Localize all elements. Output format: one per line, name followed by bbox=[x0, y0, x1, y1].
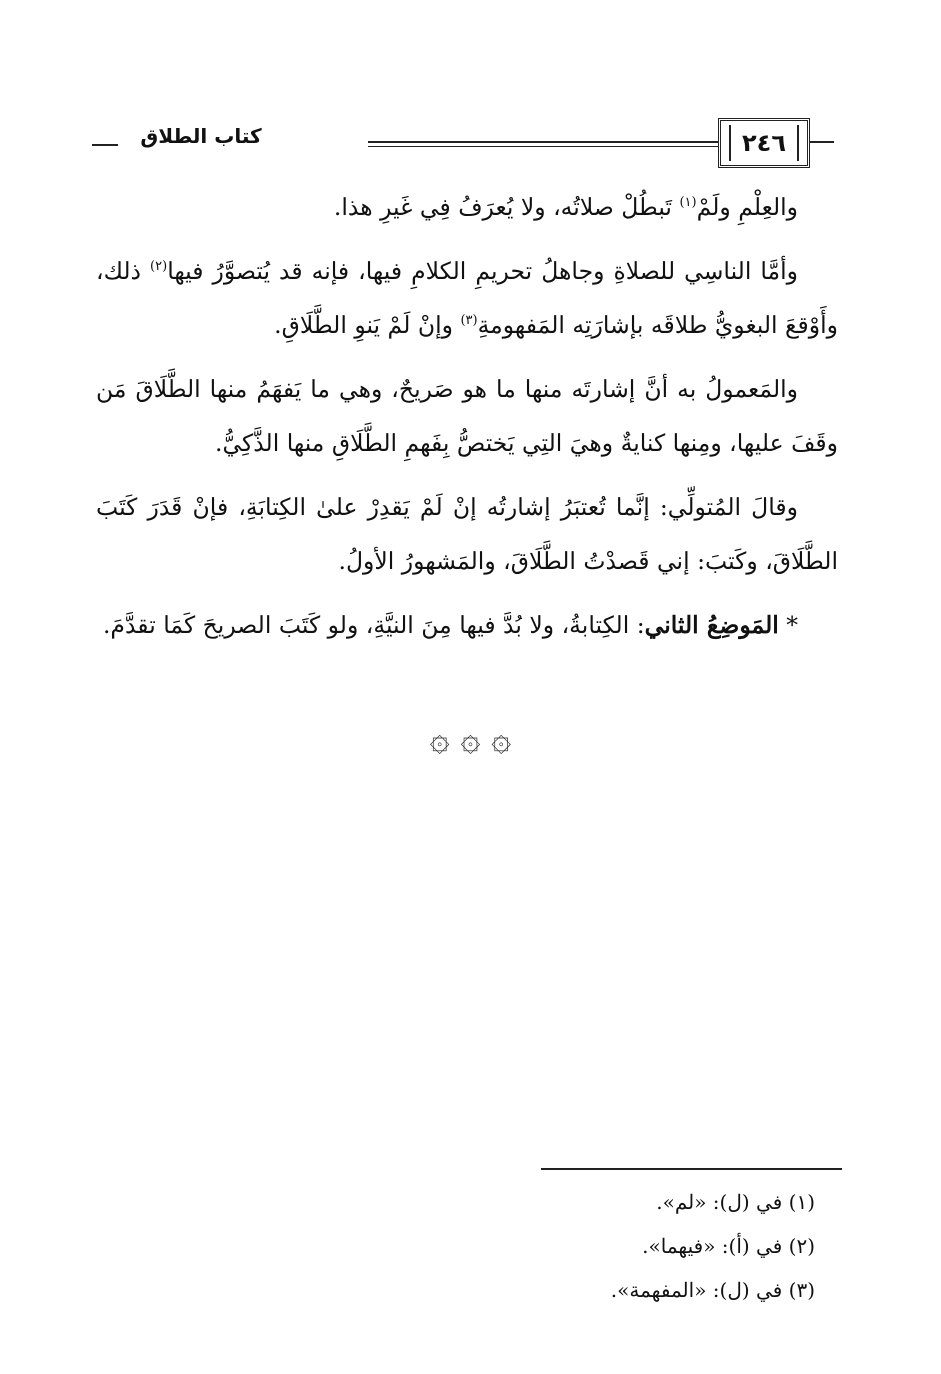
paragraph bbox=[96, 180, 838, 234]
page-number: ٢٤٦ bbox=[718, 118, 810, 168]
footnote-item: (٣) في (ل): «المفهمة». bbox=[610, 1278, 815, 1302]
paragraph-text: : الكِتابةُ، ولا بُدَّ فيها مِنَ النيَّةِ، ولو كَتَبَ الصريحَ كَمَا تقدَّمَ. bbox=[102, 611, 645, 639]
paragraph-text: والعِلْمِ ولَمْ bbox=[696, 193, 798, 221]
main-text bbox=[96, 180, 838, 662]
header-rule-left bbox=[92, 144, 118, 146]
paragraph-text: وإنْ لَمْ يَنوِ الطَّلَاقِ. bbox=[274, 311, 461, 339]
book-title: كتاب الطلاق bbox=[140, 124, 262, 148]
footnote-item: (٢) في (أ): «فيهما». bbox=[642, 1234, 815, 1258]
footnote-rule bbox=[541, 1168, 842, 1170]
paragraph-text: ذلك، وأَوْقعَ البغويُّ طلاقَه بإشارَتِه المَفهومةِ bbox=[96, 257, 838, 339]
paragraph-text: تَبطُلْ صلاتُه، ولا يُعرَفُ فِي غَيرِ هذا. bbox=[333, 193, 680, 221]
ornament-divider: ۞ ۞ ۞ bbox=[429, 719, 512, 759]
running-header bbox=[92, 118, 834, 174]
section-term: المَوضِعُ الثاني bbox=[644, 611, 779, 639]
paragraph bbox=[96, 598, 838, 652]
footnote-ref[interactable]: (٣) bbox=[460, 313, 478, 329]
footnotes bbox=[115, 1180, 815, 1312]
header-rule-middle bbox=[368, 141, 718, 143]
footnote-ref[interactable]: (٢) bbox=[150, 259, 168, 275]
paragraph bbox=[96, 480, 838, 588]
footnote-ref[interactable]: (١) bbox=[679, 195, 697, 211]
bullet-mark: * bbox=[786, 611, 798, 639]
paragraph-text: والمَعمولُ به أنَّ إشارتَه منها ما هو صَريحٌ، وهي ما يَفهَمُ منها الطَّلَاقَ مَن وقَفَ عليها، ومِنها كنايةٌ وهيَ التِي يَختصُّ بِفَهمِ الطَّلَاقِ منها الذَّكِيُّ. bbox=[96, 375, 838, 457]
paragraph bbox=[96, 362, 838, 470]
header-rule-middle-thin bbox=[368, 146, 718, 147]
footnote-item: (١) في (ل): «لم». bbox=[656, 1190, 815, 1214]
paragraph-text: وأمَّا الناسِي للصلاةِ وجاهلُ تحريمِ الكلامِ فيها، فإنه قد يُتصوَّرُ فيها bbox=[167, 257, 798, 285]
paragraph-text: وقالَ المُتولِّي: إنَّما تُعتبَرُ إشارتُه إنْ لَمْ يَقدِرْ علىٰ الكِتابَةِ، فإنْ قَدَرَ كَتَبَ الطَّلَاقَ، وكَتبَ: إني قَصدْتُ الطَّلَاقَ، والمَشهورُ الأولُ. bbox=[96, 493, 838, 575]
paragraph bbox=[96, 244, 838, 352]
header-rule-right bbox=[810, 141, 834, 143]
